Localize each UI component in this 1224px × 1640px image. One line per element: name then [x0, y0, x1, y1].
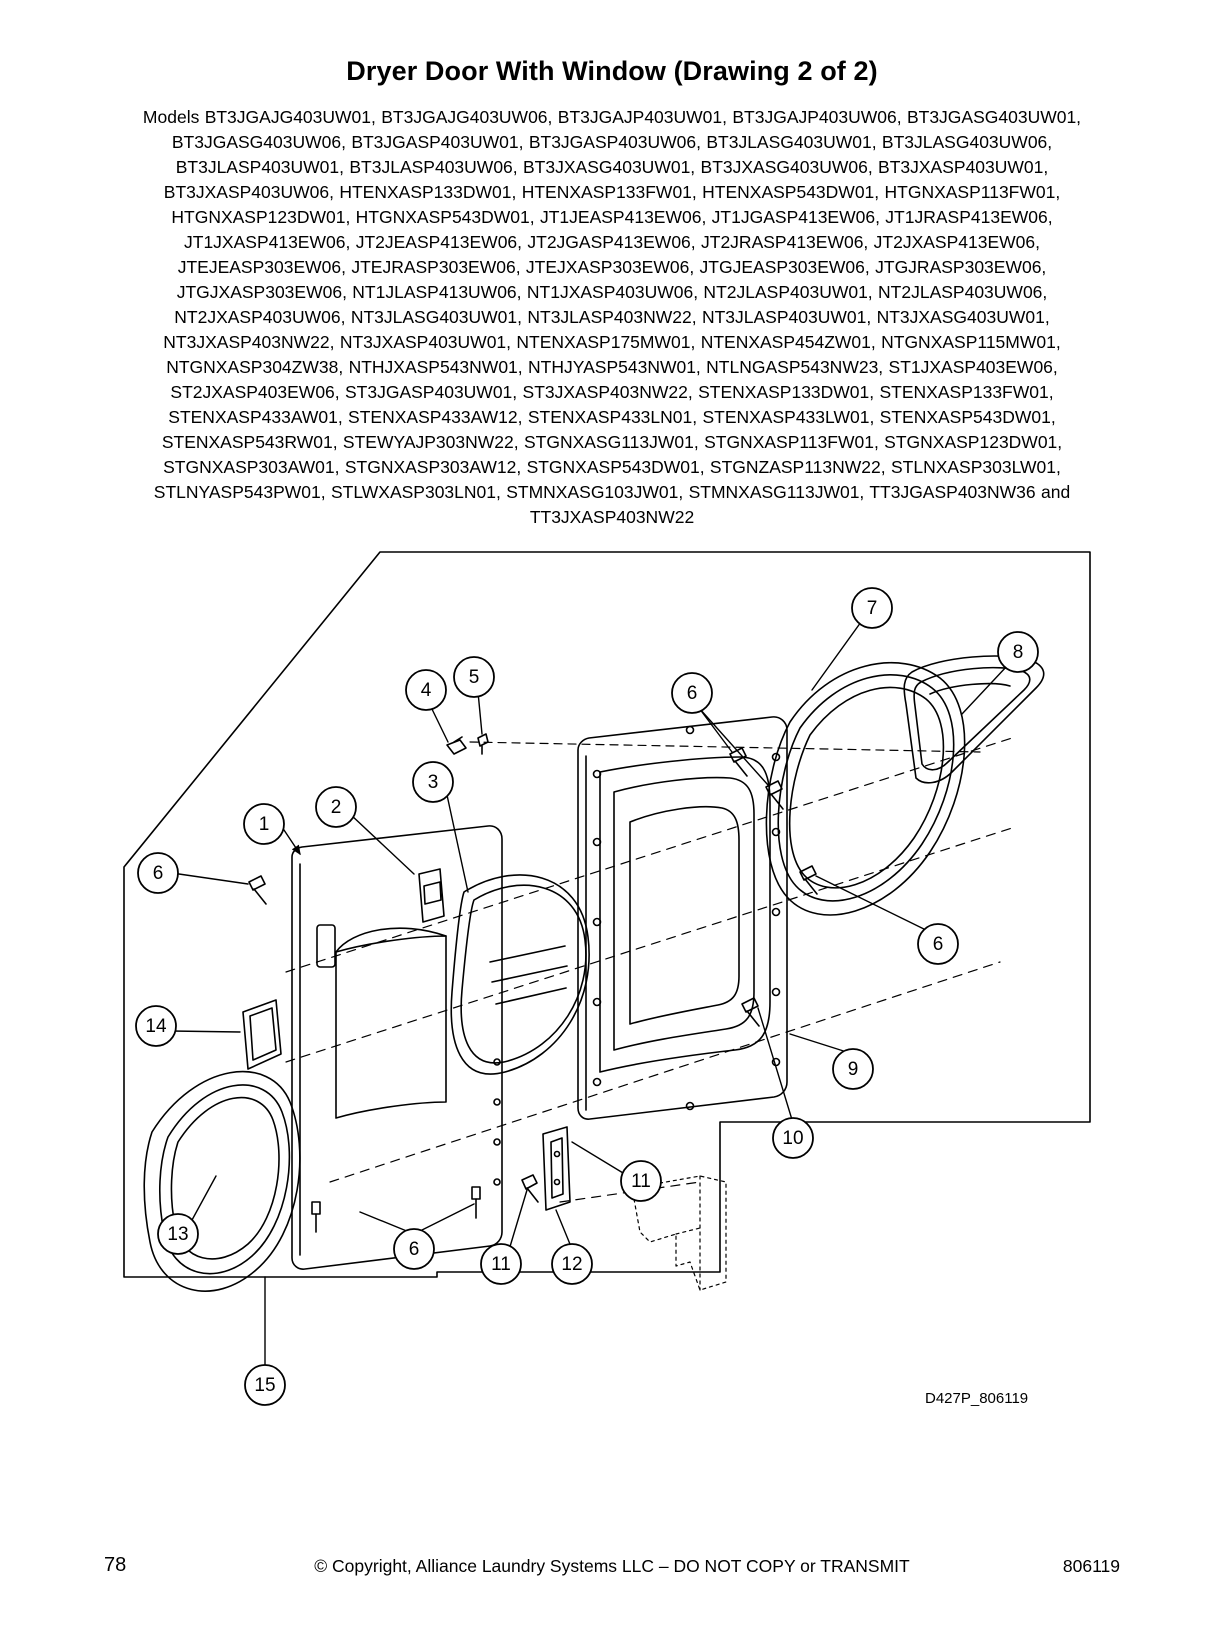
- callout-11-bottom: [481, 1244, 521, 1284]
- callout-label: 6: [152, 863, 164, 885]
- callout-label: 5: [468, 667, 480, 689]
- callout-6-bottom: [394, 1229, 434, 1269]
- part-2-latch: [419, 869, 444, 922]
- callout-label: 13: [167, 1224, 189, 1246]
- callout-label: 2: [330, 797, 342, 819]
- page-title: Dryer Door With Window (Drawing 2 of 2): [346, 56, 878, 86]
- callout-13: [158, 1214, 198, 1254]
- callout-12: [552, 1244, 592, 1284]
- callout-label: 15: [254, 1375, 276, 1397]
- callout-label: 12: [561, 1254, 583, 1276]
- callout-label: 6: [686, 683, 698, 705]
- axis-line-2: [286, 827, 1015, 1062]
- document-page: [0, 56, 1224, 1640]
- axis-line-3: [330, 962, 1000, 1182]
- axis-line-1: [286, 737, 1015, 972]
- part-7-gasket: [766, 663, 964, 915]
- callout-label: 9: [847, 1059, 859, 1081]
- callout-1: [244, 804, 284, 844]
- callout-3: [413, 762, 453, 802]
- drawing-code: D427P_806119: [925, 1390, 1029, 1408]
- part-4-5-fasteners: [447, 734, 488, 754]
- callout-8: [998, 632, 1038, 672]
- callout-label: 11: [631, 1171, 651, 1193]
- callout-label: 1: [258, 814, 270, 836]
- document-number: 806119: [1062, 1556, 1120, 1576]
- callout-10: [773, 1118, 813, 1158]
- models-list: Models BT3JGAJG403UW01, BT3JGAJG403UW06, BT3JGAJP403UW01, BT3JGAJP403UW06, BT3JGASG403UW01, BT3JGASG403UW06, BT3JGASP403UW01, BT3JGASP403UW06, BT3JLASG403UW01, BT3JLASG403UW06, BT3JLASP403UW01, BT3JLASP403UW06, BT3JXASG403UW01, BT3JXASG403UW06, BT3JXASP403UW01, BT3JXASP403UW06, HTENXASP133DW01, HTENXASP133FW01, HTENXASP543DW01, HTGNXASP113FW01, HTGNXASP123DW01, HTGNXASP543DW01, JT1JEASP413EW06, JT1JGASP413EW06, JT1JRASP413EW06, JT1JXASP413EW06, JT2JEASP413EW06, JT2JGASP413EW06, JT2JRASP413EW06, JT2JXASP413EW06, JTEJEASP303EW06, JTEJRASP303EW06, JTEJXASP303EW06, JTGJEASP303EW06, JTGJRASP303EW06, JTGJXASP303EW06, NT1JLASP413UW06, NT1JXASP403UW06, NT2JLASP403UW01, NT2JLASP403UW06, NT2JXASP403UW06, NT3JLASG403UW01, NT3JLASP403NW22, NT3JLASP403UW01, NT3JXASG403UW01, NT3JXASP403NW22, NT3JXASP403UW01, NTENXASP175MW01, NTENXASP454ZW01, NTGNXASP115MW01, NTGNXASP304ZW38, NTHJXASP543NW01, NTHJYASP543NW01, NTLNGASP543NW23, ST1JXASP403EW06, ST2JXASP403EW06, ST3JGASP403UW01, ST3JXASP403NW22, STENXASP133DW01, STENXASP133FW01, STENXASP433AW01, STENXASP433AW12, STENXASP433LN01, STENXASP433LW01, STENXASP543DW01, STENXASP543RW01, STEWYAJP303NW22, STGNXASG113JW01, STGNXASP113FW01, STGNXASP123DW01, STGNXASP303AW01, STGNXASP303AW12, STGNXASP543DW01, STGNZASP113NW22, STLNXASP303LW01, STLNYASP543PW01, STLWXASP303LN01, STMNXASG103JW01, STMNXASG113JW01, TT3JGASP403NW36 and TT3JXASP403NW22: [142, 107, 1082, 528]
- callout-15: [245, 1365, 285, 1405]
- callout-11: [621, 1161, 661, 1201]
- part-3-window: [451, 875, 589, 1074]
- part-13-door-seal: [144, 1072, 300, 1292]
- callout-label: 6: [408, 1239, 420, 1261]
- callout-9: [833, 1049, 873, 1089]
- callout-label: 3: [427, 772, 439, 794]
- part-11-12-hinge: [522, 1127, 570, 1210]
- callout-2: [316, 787, 356, 827]
- callout-label: 4: [420, 680, 432, 702]
- callout-6-left: [138, 853, 178, 893]
- callout-7: [852, 588, 892, 628]
- callout-label: 11: [491, 1254, 511, 1276]
- callout-5: [454, 657, 494, 697]
- part-9-inner-door-frame: [578, 717, 787, 1119]
- callout-14: [136, 1006, 176, 1046]
- part-8-handle: [904, 656, 1044, 783]
- callout-group: [136, 588, 1038, 1408]
- callout-6-right: [918, 924, 958, 964]
- callout-label: 7: [866, 598, 878, 620]
- parts-diagram: [0, 542, 1224, 1442]
- callout-label: 8: [1012, 642, 1024, 664]
- exploded-view-drawing: [0, 542, 1224, 1442]
- copyright-notice: © Copyright, Alliance Laundry Systems LLC – DO NOT COPY or TRANSMIT: [314, 1556, 910, 1576]
- callout-4: [406, 670, 446, 710]
- part-1-outer-door-panel: [292, 826, 502, 1269]
- page-number: 78: [104, 1554, 127, 1576]
- callout-label: 14: [145, 1016, 167, 1038]
- callout-label: 6: [932, 934, 944, 956]
- part-14-clip: [243, 1000, 281, 1069]
- callout-6-top: [672, 673, 712, 713]
- callout-label: 10: [782, 1128, 804, 1150]
- page-footer: [0, 1554, 1224, 1584]
